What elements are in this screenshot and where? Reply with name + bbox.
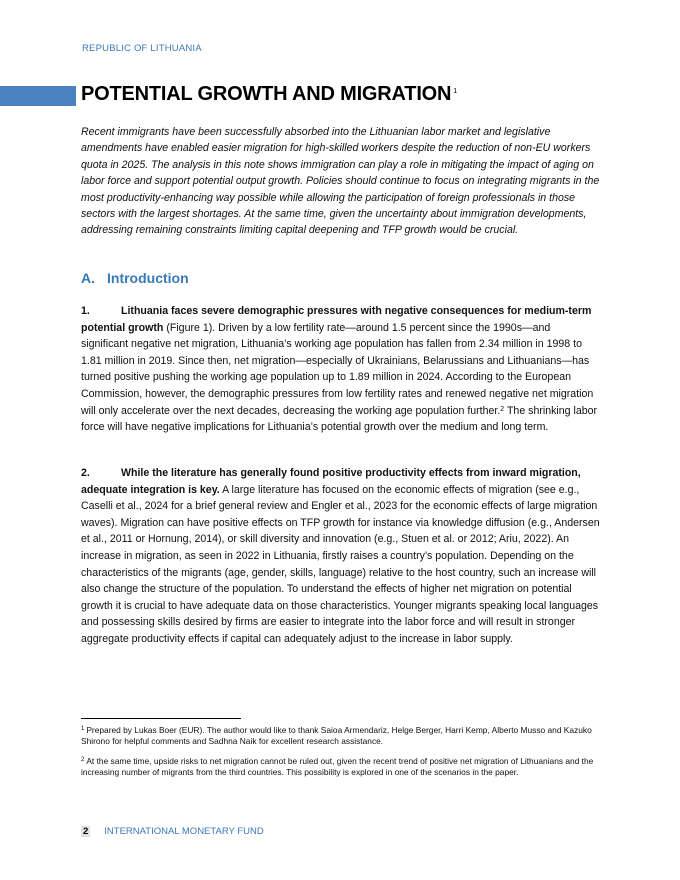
title-accent-bar	[0, 86, 76, 106]
section-heading	[81, 270, 189, 286]
footnote-mark: 1	[81, 726, 85, 732]
page-footer	[81, 826, 264, 837]
footnote-1	[81, 725, 601, 747]
footnote-ref-2[interactable]: 2	[500, 405, 505, 413]
running-header: REPUBLIC OF LITHUANIA	[82, 43, 202, 54]
title-footnote-mark[interactable]: 1	[453, 88, 457, 95]
paragraph-lead: Lithuania faces severe demographic pressures with negative consequences for medium-term potential growth	[81, 305, 592, 334]
paragraph-body: A large literature has focused on the economic effects of migration (see e.g., Caselli et al., 2024 for a brief general review and Engler et al., 2023 for the economic effects of large migration waves). Migration can have positive effects on TFP growth for instance via knowledge diffusion (e.g., Andersen et al., 2011 or Hornung, 2014), or skill diversity and innovation (e.g., Stuen et al. or 2012; Ariu, 2022). An increase in migration, as seen in 2022 in Lithuania, firstly raises a country’s population. Depending on the characteristics of the migrants (age, gender, skills, language) relative to the host country, such an increase will also change the structure of the population. To understand the effects of higher net migration on potential growth it is crucial to have adequate data on those characteristics. Younger migrants speaking local languages and possessing skills desired by firms are easier to integrate into the labor force and will result in stronger aggregate productivity effects if capital can adequately adjust to the increase in labor supply.	[81, 483, 600, 645]
section-number: A.	[81, 270, 95, 286]
abstract: Recent immigrants have been successfully absorbed into the Lithuanian labor market and legislative amendments have enabled easier migration for high-skilled workers despite the reduction of non-EU workers quota in 2025. The analysis in this note shows immigration can play a role in mitigating the impact of aging on labor force and support potential output growth. Policies should continue to focus on integrating migrants in the most productivity-enhancing way possible while allowing the participation of foreign professionals in those sectors with the largest shortages. At the same time, given the uncertainty about immigration developments, addressing remaining constraints limiting capital deepening and TFP growth would be crucial.	[81, 126, 600, 237]
page-title-text: POTENTIAL GROWTH AND MIGRATION	[81, 83, 452, 105]
paragraph-number: 1.	[81, 305, 90, 317]
footnote-text: At the same time, upside risks to net migration cannot be ruled out, given the recent trend of positive net migration of Lithuanians and the increasing number of migrants from the third countries. This possibility is explored in one of the scenarios in the paper.	[81, 756, 594, 778]
page-title	[81, 83, 457, 106]
footnote-text: Prepared by Lukas Boer (EUR). The author would like to thank Saioa Armendariz, Helge Berger, Harri Kemp, Alberto Musso and Kazuko Shirono for helpful comments and Sadhna Naik for excellent research assistance.	[81, 725, 592, 747]
paragraph-lead: While the literature has generally found positive productivity effects from inward migration, adequate integration is key.	[81, 467, 581, 496]
footer-publisher: INTERNATIONAL MONETARY FUND	[104, 826, 264, 837]
paragraph-number: 2.	[81, 467, 90, 479]
footnote-divider	[81, 718, 241, 719]
paragraph-body-cont: The shrinking labor force will have negative implications for Lithuania’s potential growth over the medium and long term.	[81, 404, 598, 434]
paragraph-2	[81, 465, 600, 648]
paragraph-body: (Figure 1). Driven by a low fertility rate—around 1.5 percent since the 1990s—and significant negative net migration, Lithuania’s working age population has fallen from 2.34 million in 1998 to 1.81 million in 2019. Since then, net migration—especially of Ukrainians, Belarussians and Lithuanians—has turned positive pushing the working age population up to 1.89 million in 2024. According to the European Commission, however, the demographic pressures from low fertility rates and renewed negative net migration will only accelerate over the next decades, decreasing the working age population further.	[81, 321, 594, 417]
footnote-2	[81, 756, 601, 778]
section-title: Introduction	[107, 270, 189, 286]
footnote-mark: 2	[81, 757, 85, 763]
page-number: 2	[83, 826, 89, 837]
paragraph-1	[81, 303, 600, 436]
